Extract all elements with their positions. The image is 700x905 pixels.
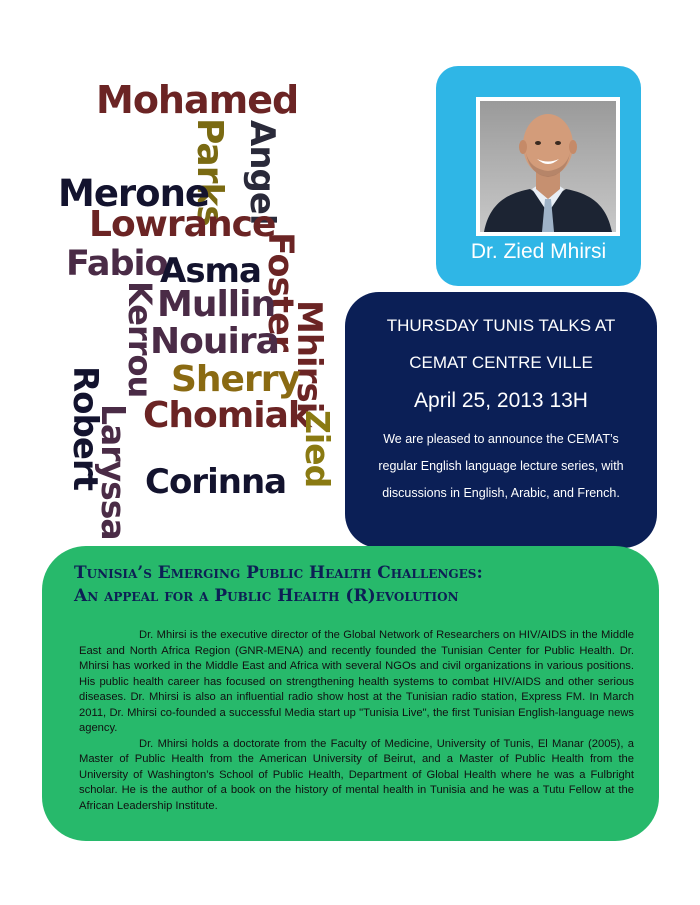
talk-title-line-2: An appeal for a Public Health (R)evolution [74,586,459,606]
cloud-word-fabio: Fabio [66,244,168,284]
bio-paragraph-2: Dr. Mhirsi holds a doctorate from the Faculty of Medicine, University of Tunis, El Manar (2005), a Master of Public Health from the American University of Beirut, and a Master of Public Health from the University of Washington’s School of Public Health, Department of Global Health where he was a Fulbright scholar. He is the author of a book on the history of mental health in Tunisia and he was a Tutu Fellow at the African Leadership Institute. [79,737,634,812]
cloud-word-sherry: Sherry [171,359,300,400]
event-desc-line-2: regular English language lecture series, with [378,459,624,473]
cloud-word-foster: Foster [260,232,300,352]
speaker-card [436,66,641,286]
talk-description [42,546,659,841]
event-venue: CEMAT CENTRE VILLE [409,353,593,372]
cloud-word-mhirsi: Mhirsi [289,300,329,413]
event-desc-line-3: discussions in English, Arabic, and French. [382,486,620,500]
event-date: April 25, 2013 13H [414,389,588,412]
speaker-bio [79,628,634,814]
talk-title-line-1: Tunisia’s Emerging Public Health Challenges: [74,563,483,583]
cloud-word-zied: Zied [298,410,337,488]
cloud-word-angel: Angel [242,120,282,225]
cloud-word-corinna: Corinna [145,462,287,502]
cloud-word-parks: Parks [189,118,230,226]
cloud-word-asma: Asma [160,251,261,291]
cloud-word-chomiak: Chomiak [143,395,311,436]
event-details [345,292,657,548]
cloud-word-kerrou: Kerrou [121,281,159,398]
speaker-photo [476,97,620,236]
speaker-name: Dr. Zied Mhirsi [470,240,607,263]
cloud-word-mullin: Mullin [157,284,276,325]
event-desc-line-1: We are pleased to announce the CEMAT’s [383,432,619,446]
talk-title [74,562,654,608]
speaker-portrait-image [480,101,616,232]
cloud-word-mohamed: Mohamed [96,78,299,122]
cloud-word-merone: Merone [58,172,210,215]
cloud-word-lowrance: Lowrance [89,204,276,245]
event-series-title: THURSDAY TUNIS TALKS AT [386,316,616,335]
cloud-word-laryssa: Laryssa [94,404,133,540]
bio-paragraph-1: Dr. Mhirsi is the executive director of the Global Network of Researchers on HIV/AIDS in the Middle East and North Africa Region (GNR-MENA) and recently founded the Tunisian Center for Public Health. Dr. Mhirsi has worked in the Middle East and Africa with several NGOs and civil organizations in various positions. His public health career has focused on strengthening health systems to combat HIV/AIDS and other serious diseases. Dr. Mhirsi is also an influential radio show host at the Tunisian radio station, Express FM. In March 2011, Dr. Mhirsi co-founded a successful Media start up "Tunisia Live", the first Tunisian English-language news agency. [79,629,634,734]
cloud-word-robert: Robert [65,366,105,490]
cloud-word-nouira: Nouira [150,321,279,362]
